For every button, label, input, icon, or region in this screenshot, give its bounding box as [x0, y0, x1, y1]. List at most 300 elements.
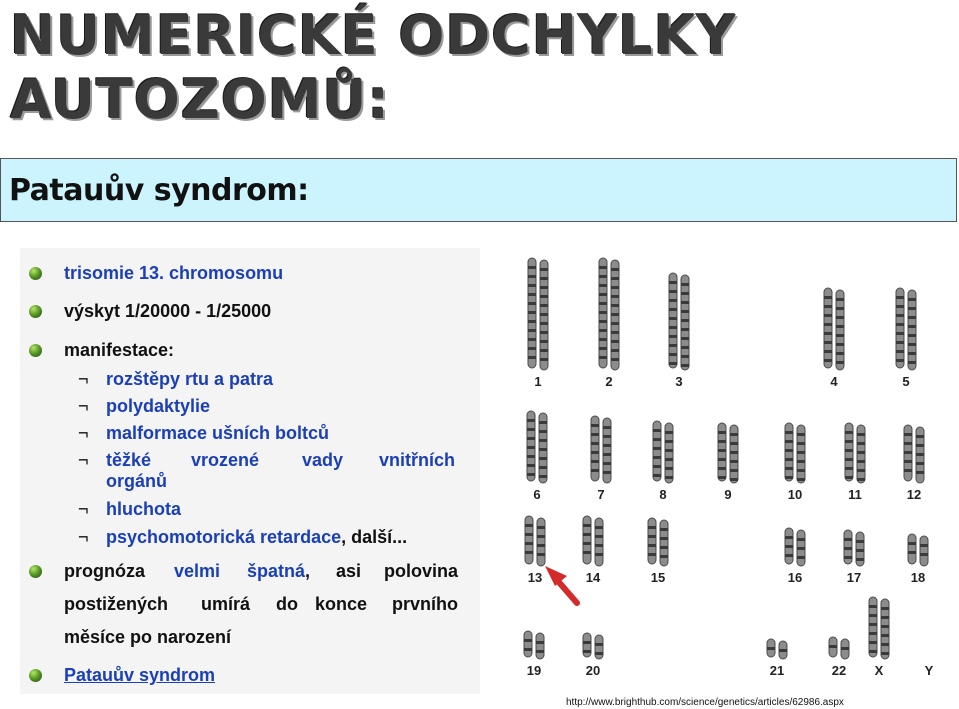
chromosome-band [916, 453, 924, 456]
chromosome-band [611, 277, 619, 280]
chromosome-band [539, 439, 547, 442]
chromosome-label-10: 10 [787, 487, 803, 502]
chromosome-band [730, 442, 738, 445]
chromosome-label-21: 21 [769, 663, 785, 678]
chromosome-band [611, 322, 619, 325]
chromosome-band [540, 340, 548, 343]
chromosome-label-X: X [874, 663, 884, 678]
chromosome-band [583, 551, 591, 554]
chromosome-band [595, 526, 603, 529]
chromosome-band [718, 449, 726, 452]
sub-malformace: malformace ušních boltců [106, 423, 330, 443]
chromosome-band [681, 337, 689, 340]
chromosome-20 [583, 633, 591, 657]
chromosome-band [539, 457, 547, 460]
chromosome-band [653, 456, 661, 459]
bullet-icon [29, 267, 42, 280]
chromosome-band [527, 473, 535, 476]
chromosome-band [611, 358, 619, 361]
chromosome-band [824, 359, 832, 362]
sub-vady-word: vady [302, 450, 344, 470]
chromosome-band [539, 430, 547, 433]
chromosome-band [603, 426, 611, 429]
chromosome-20 [595, 635, 603, 659]
chromosome-label-16: 16 [787, 570, 803, 585]
chromosome-band [540, 322, 548, 325]
prog-word-spatna [247, 560, 310, 582]
chromosome-band [537, 526, 545, 529]
chromosome-band [599, 275, 607, 278]
chromosome-band [611, 331, 619, 334]
chromosome-band [603, 444, 611, 447]
chromosome-band [525, 542, 533, 545]
chromosome-band [844, 556, 852, 559]
chromosome-band [648, 553, 656, 556]
chromosome-band [525, 551, 533, 554]
chromosome-band [583, 650, 591, 653]
chromosome-band [528, 275, 536, 278]
chromosome-band [660, 546, 668, 549]
chromosome-band [845, 440, 853, 443]
chromosome-band [540, 313, 548, 316]
chromosome-band [669, 290, 677, 293]
chromosome-band [920, 544, 928, 547]
chromosome-14 [595, 518, 603, 566]
chromosome-band [660, 555, 668, 558]
chromosome-label-4: 4 [830, 374, 838, 389]
chromosome-band [669, 326, 677, 329]
chromosome-band [785, 536, 793, 539]
chromosome-band [665, 440, 673, 443]
chromosome-band [653, 438, 661, 441]
chromosome-band [599, 284, 607, 287]
chromosome-14 [583, 516, 591, 564]
chromosome-band [896, 323, 904, 326]
chromosome-label-1: 1 [534, 374, 542, 389]
chromosome-band [665, 431, 673, 434]
chromosome-band [797, 433, 805, 436]
chromosome-band [881, 625, 889, 628]
chromosome-band [648, 544, 656, 547]
chromosome-band [785, 467, 793, 470]
chromosome-band [904, 469, 912, 472]
chromosome-19 [536, 633, 544, 659]
chromosome-label-13: 13 [527, 570, 543, 585]
karyotype-image [497, 248, 950, 688]
chromosome-band [797, 478, 805, 481]
title-line-1: NUMERICKÉ ODCHYLKY [10, 4, 737, 67]
chromosome-band [595, 544, 603, 547]
chromosome-band [767, 647, 775, 650]
chromosome-band [857, 442, 865, 445]
chromosome-band [537, 535, 545, 538]
banner-text: Patauův syndrom: [9, 173, 309, 208]
chromosome-band [648, 526, 656, 529]
chromosome-band [540, 358, 548, 361]
chromosome-band [824, 305, 832, 308]
chromosome-band [524, 648, 532, 651]
sub-mark-icon: ¬ [78, 450, 89, 470]
chromosome-label-17: 17 [846, 570, 862, 585]
chromosome-band [665, 449, 673, 452]
chromosome-band [611, 340, 619, 343]
chromosome-band [836, 316, 844, 319]
chromosome-band [528, 329, 536, 332]
patau-syndrome-link[interactable]: Patauův syndrom [64, 665, 216, 685]
chromosome-band [857, 460, 865, 463]
chromosome-band [881, 607, 889, 610]
chromosome-band [665, 467, 673, 470]
chromosome-band [908, 307, 916, 310]
sub-mark-icon: ¬ [78, 527, 89, 547]
chromosome-band [857, 433, 865, 436]
chromosome-band [785, 458, 793, 461]
chromosome-band [528, 356, 536, 359]
prog-word-postizenych: postižených [64, 594, 169, 614]
chromosome-band [908, 334, 916, 337]
chromosome-band [881, 616, 889, 619]
chromosome-band [730, 469, 738, 472]
prog-word-velmi: velmi [174, 561, 221, 581]
chromosome-band [785, 440, 793, 443]
chromosome-band [527, 464, 535, 467]
chromosome-label-11: 11 [848, 487, 862, 502]
chromosome-band [599, 320, 607, 323]
chromosome-band [857, 451, 865, 454]
chromosome-band [718, 431, 726, 434]
chromosome-band [730, 478, 738, 481]
chromosome-band [540, 331, 548, 334]
chromosome-19 [524, 631, 532, 657]
chromosome-band [537, 553, 545, 556]
chromosome-label-8: 8 [659, 487, 667, 502]
chromosome-band [527, 455, 535, 458]
chromosome-band [591, 424, 599, 427]
chromosome-band [869, 605, 877, 608]
chromosome-band [845, 449, 853, 452]
chromosome-band [539, 421, 547, 424]
chromosome-band [844, 538, 852, 541]
chromosome-band [730, 451, 738, 454]
chromosome-band [595, 553, 603, 556]
chromosome-band [845, 476, 853, 479]
prog-word-prognoza: prognóza [64, 561, 145, 581]
chromosome-band [603, 453, 611, 456]
chromosome-label-14: 14 [585, 570, 601, 585]
chromosome-band [916, 435, 924, 438]
chromosome-band [916, 444, 924, 447]
red-arrow-icon [545, 566, 577, 603]
chromosome-band [536, 650, 544, 653]
chromosome-band [603, 471, 611, 474]
chromosome-band [730, 460, 738, 463]
chromosome-band [583, 533, 591, 536]
sub-mark-icon: ¬ [78, 499, 89, 519]
chromosome-band [681, 328, 689, 331]
chromosome-band [718, 476, 726, 479]
chromosome-band [540, 295, 548, 298]
chromosome-15 [648, 518, 656, 564]
chromosome-band [669, 299, 677, 302]
chromosome-band [653, 474, 661, 477]
title-line-2: AUTOZOMŮ: [10, 68, 390, 131]
chromosome-band [869, 623, 877, 626]
chromosome-18 [908, 534, 916, 564]
chromosome-band [660, 528, 668, 531]
chromosome-band [540, 304, 548, 307]
chromosome-band [528, 320, 536, 323]
prog-word-prvniho: prvního [392, 594, 458, 614]
chromosome-band [920, 553, 928, 556]
chromosome-band [669, 344, 677, 347]
chromosome-band [611, 295, 619, 298]
chromosome-band [797, 442, 805, 445]
chromosome-band [718, 440, 726, 443]
chromosome-5 [896, 288, 904, 368]
chromosome-band [528, 302, 536, 305]
chromosome-band [908, 352, 916, 355]
chromosome-band [785, 554, 793, 557]
chromosome-band [591, 460, 599, 463]
chromosome-band [540, 268, 548, 271]
chromosome-band [681, 319, 689, 322]
chromosome-band [896, 296, 904, 299]
sub-psychomotoricka-text: psychomotorická retardace [106, 527, 342, 547]
chromosome-band [653, 465, 661, 468]
chromosome-band [896, 332, 904, 335]
chromosome-band [869, 650, 877, 653]
chromosome-band [681, 310, 689, 313]
chromosome-band [681, 346, 689, 349]
chromosome-band [599, 329, 607, 332]
chromosome-band [904, 433, 912, 436]
chromosome-band [896, 350, 904, 353]
chromosome-label-15: 15 [650, 570, 666, 585]
chromosome-band [829, 645, 837, 648]
chromosome-band [836, 325, 844, 328]
chromosome-band [669, 335, 677, 338]
chromosome-band [591, 451, 599, 454]
chromosome-band [869, 632, 877, 635]
sub-rozstepy: rozštěpy rtu a patra [106, 369, 274, 389]
chromosome-band [824, 323, 832, 326]
chromosome-band [536, 641, 544, 644]
section-banner [0, 158, 957, 222]
chromosome-band [881, 643, 889, 646]
sub-polydaktylie: polydaktylie [106, 396, 211, 416]
chromosome-band [599, 293, 607, 296]
chromosome-band [896, 305, 904, 308]
bullet-panel [20, 248, 480, 694]
chromosome-band [681, 301, 689, 304]
chromosome-label-6: 6 [533, 487, 541, 502]
chromosome-band [681, 283, 689, 286]
chromosome-label-2: 2 [605, 374, 613, 389]
chromosome-band [881, 634, 889, 637]
prog-word-konce: konce [315, 594, 368, 614]
sub-hluchota: hluchota [106, 499, 181, 519]
chromosome-band [785, 476, 793, 479]
chromosome-band [681, 364, 689, 367]
chromosome-band [797, 556, 805, 559]
chromosome-band [824, 341, 832, 344]
chromosome-band [681, 355, 689, 358]
sub-mark-icon: ¬ [78, 369, 89, 389]
chromosome-band [908, 316, 916, 319]
chromosome-band [540, 349, 548, 352]
chromosome-band [841, 647, 849, 650]
chromosome-band [856, 549, 864, 552]
chromosome-band [779, 649, 787, 652]
chromosome-band [785, 449, 793, 452]
prog-comma: , [305, 561, 311, 581]
chromosome-18 [920, 536, 928, 566]
chromosome-band [797, 469, 805, 472]
chromosome-band [539, 448, 547, 451]
chromosome-band [857, 478, 865, 481]
bullet-icon [29, 305, 42, 318]
chromosome-band [908, 343, 916, 346]
chromosome-band [583, 524, 591, 527]
chromosome-label-9: 9 [724, 487, 732, 502]
chromosome-band [856, 540, 864, 543]
bullet-trisomie: trisomie 13. chromosomu [64, 263, 284, 283]
chromosome-band [525, 533, 533, 536]
prog-word-do: do [276, 594, 298, 614]
chromosome-band [797, 538, 805, 541]
chromosome-band [524, 639, 532, 642]
chromosome-label-Y: Y [924, 663, 934, 678]
chromosome-band [539, 475, 547, 478]
chromosome-band [599, 347, 607, 350]
bullet-icon [29, 669, 42, 682]
chromosome-band [896, 359, 904, 362]
chromosome-band [669, 281, 677, 284]
chromosome-band [824, 350, 832, 353]
chromosome-band [908, 325, 916, 328]
chromosome-band [648, 535, 656, 538]
chromosome-band [836, 352, 844, 355]
chromosome-band [904, 442, 912, 445]
chromosome-label-3: 3 [675, 374, 683, 389]
chromosome-label-12: 12 [906, 487, 922, 502]
prog-spatna-text: špatná [247, 561, 306, 581]
chromosome-band [824, 296, 832, 299]
chromosome-band [583, 641, 591, 644]
chromosome-band [537, 544, 545, 547]
chromosome-band [595, 535, 603, 538]
chromosome-band [844, 547, 852, 550]
slide-title [10, 4, 890, 132]
chromosome-band [845, 458, 853, 461]
bullet-manifestace: manifestace: [64, 340, 175, 360]
chromosome-band [896, 341, 904, 344]
chromosome-band [603, 435, 611, 438]
chromosome-band [824, 314, 832, 317]
bullet-icon [29, 344, 42, 357]
chromosome-band [611, 313, 619, 316]
chromosome-band [527, 437, 535, 440]
chromosome-band [599, 266, 607, 269]
chromosome-band [540, 286, 548, 289]
chromosome-band [653, 447, 661, 450]
chromosome-band [669, 308, 677, 311]
chromosome-band [599, 311, 607, 314]
bullet-icon [29, 565, 42, 578]
chromosome-label-22: 22 [831, 663, 847, 678]
chromosome-band [591, 442, 599, 445]
chromosome-band [525, 524, 533, 527]
chromosome-15 [660, 520, 668, 566]
chromosome-band [904, 451, 912, 454]
bullet-vyskyt: výskyt 1/20000 - 1/25000 [64, 301, 272, 321]
sub-organu-word: orgánů [106, 471, 167, 491]
chromosome-band [603, 462, 611, 465]
sub-vrozene-word: vrozené [191, 450, 260, 470]
chromosome-band [653, 429, 661, 432]
chromosome-band [785, 431, 793, 434]
chromosome-band [669, 353, 677, 356]
chromosome-label-20: 20 [585, 663, 601, 678]
chromosome-band [836, 361, 844, 364]
sub-vnitrnich-word: vnitřních [379, 450, 456, 470]
chromosome-band [599, 302, 607, 305]
chromosome-band [824, 332, 832, 335]
chromosome-band [730, 433, 738, 436]
chromosome-band [611, 349, 619, 352]
chromosome-band [836, 307, 844, 310]
sub-tezke-word: těžké [106, 450, 152, 470]
sub-mark-icon: ¬ [78, 396, 89, 416]
chromosome-band [595, 652, 603, 655]
chromosome-band [540, 277, 548, 280]
chromosome-band [797, 451, 805, 454]
chromosome-band [528, 293, 536, 296]
chromosome-band [599, 356, 607, 359]
chromosome-band [611, 268, 619, 271]
chromosome-4 [836, 290, 844, 370]
chromosome-band [595, 643, 603, 646]
chromosome-band [836, 343, 844, 346]
chromosome-band [797, 460, 805, 463]
chromosome-5 [908, 290, 916, 370]
chromosome-band [916, 462, 924, 465]
chromosome-band [611, 304, 619, 307]
chromosome-band [718, 467, 726, 470]
chromosome-13 [537, 518, 545, 566]
prog-word-asi: asi [336, 561, 362, 581]
chromosome-band [599, 338, 607, 341]
chromosome-band [845, 431, 853, 434]
source-url[interactable]: http://www.brighthub.com/science/genetics/articles/62986.aspx [566, 697, 844, 708]
chromosome-band [869, 641, 877, 644]
chromosome-band [908, 361, 916, 364]
chromosome-band [908, 298, 916, 301]
sub-dalsi-text: , další... [341, 527, 408, 547]
chromosome-label-7: 7 [597, 487, 605, 502]
chromosome-band [528, 284, 536, 287]
chromosome-13 [525, 516, 533, 564]
sub-psychomotoricka [106, 526, 407, 548]
chromosome-band [611, 286, 619, 289]
chromosome-band [660, 537, 668, 540]
chromosome-band [836, 334, 844, 337]
chromosome-band [583, 542, 591, 545]
chromosome-band [539, 466, 547, 469]
chromosome-band [797, 547, 805, 550]
chromosome-band [857, 469, 865, 472]
chromosome-band [904, 460, 912, 463]
